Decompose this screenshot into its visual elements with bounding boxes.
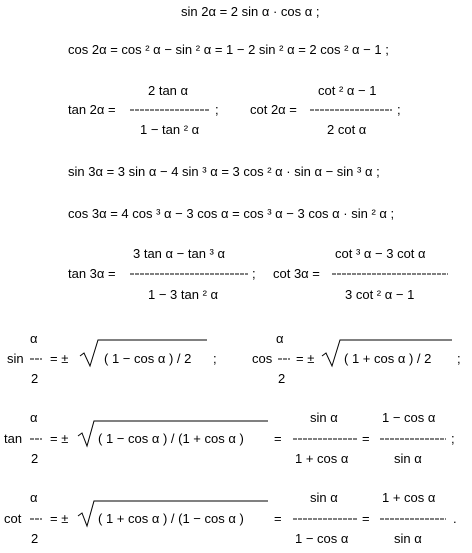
cot-half-num1: sin α [310,490,338,505]
formula-cos-2a: cos 2α = cos ² α − sin ² α = 1 − 2 sin ² α = 2 cos ² α − 1 ; [68,42,389,57]
tan-half-alpha: α [30,410,38,425]
cot-half-eq2: = [362,511,370,526]
cot-2a-denominator: 2 cot α [327,122,367,137]
sin-half-fn: sin [7,351,24,366]
cot-2a-numerator: cot ² α − 1 [318,83,377,98]
cot-2a-lhs: cot 2α = [250,102,297,117]
tan-2a-numerator: 2 tan α [148,83,189,98]
cot-half-pm: = ± [50,511,69,526]
tan-half-end: ; [451,431,455,446]
cot-half-den2: sin α [394,531,422,546]
cot-half-alpha: α [30,490,38,505]
tan-half-eq1: = [274,431,282,446]
cos-half-radicand: ( 1 + cos α ) / 2 [344,351,432,366]
tan-3a-end: ; [252,266,256,281]
sin-half-two: 2 [31,371,39,386]
tan-2a-lhs: tan 2α = [68,102,116,117]
formula-sin-2a: sin 2α = 2 sin α · cos α ; [181,4,320,19]
tan-half-two: 2 [31,451,39,466]
tan-half-pm: = ± [50,431,69,446]
sin-half-pm: = ± [50,351,69,366]
cot-half-two: 2 [31,531,39,546]
cot-2a-end: ; [397,102,401,117]
tan-3a-lhs: tan 3α = [68,266,116,281]
tan-2a-denominator: 1 − tan ² α [140,122,200,137]
tan-half-fn: tan [4,431,23,446]
cos-half-pm: = ± [296,351,315,366]
formula-sin-3a: sin 3α = 3 sin α − 4 sin ³ α = 3 cos ² α · sin α − sin ³ α ; [68,164,380,179]
cos-half-end: ; [457,351,461,366]
cot-3a-denominator: 3 cot ² α − 1 [345,287,415,302]
sin-half-alpha: α [30,331,38,346]
tan-3a-denominator: 1 − 3 tan ² α [148,287,219,302]
sin-half-radicand: ( 1 − cos α ) / 2 [104,351,192,366]
sin-half-end: ; [213,351,217,366]
tan-half-num2: 1 − cos α [382,410,436,425]
cot-3a-numerator: cot ³ α − 3 cot α [335,246,426,261]
cot-half-den1: 1 − cos α [295,531,349,546]
tan-half-eq2: = [362,431,370,446]
cos-half-alpha: α [276,331,284,346]
tan-3a-numerator: 3 tan α − tan ³ α [133,246,225,261]
cot-half-end: . [453,511,457,526]
tan-2a-end: ; [215,102,219,117]
cos-half-two: 2 [278,371,286,386]
cot-half-fn: cot [4,511,22,526]
tan-half-den1: 1 + cos α [295,451,349,466]
cot-half-eq1: = [274,511,282,526]
cot-half-radicand: ( 1 + cos α ) / (1 − cos α ) [98,511,244,526]
cot-3a-lhs: cot 3α = [273,266,320,281]
cos-half-fn: cos [252,351,273,366]
formula-cos-3a: cos 3α = 4 cos ³ α − 3 cos α = cos ³ α − 3 cos α · sin ² α ; [68,206,395,221]
cot-half-num2: 1 + cos α [382,490,436,505]
tan-half-num1: sin α [310,410,338,425]
tan-half-radicand: ( 1 − cos α ) / (1 + cos α ) [98,431,244,446]
tan-half-den2: sin α [394,451,422,466]
